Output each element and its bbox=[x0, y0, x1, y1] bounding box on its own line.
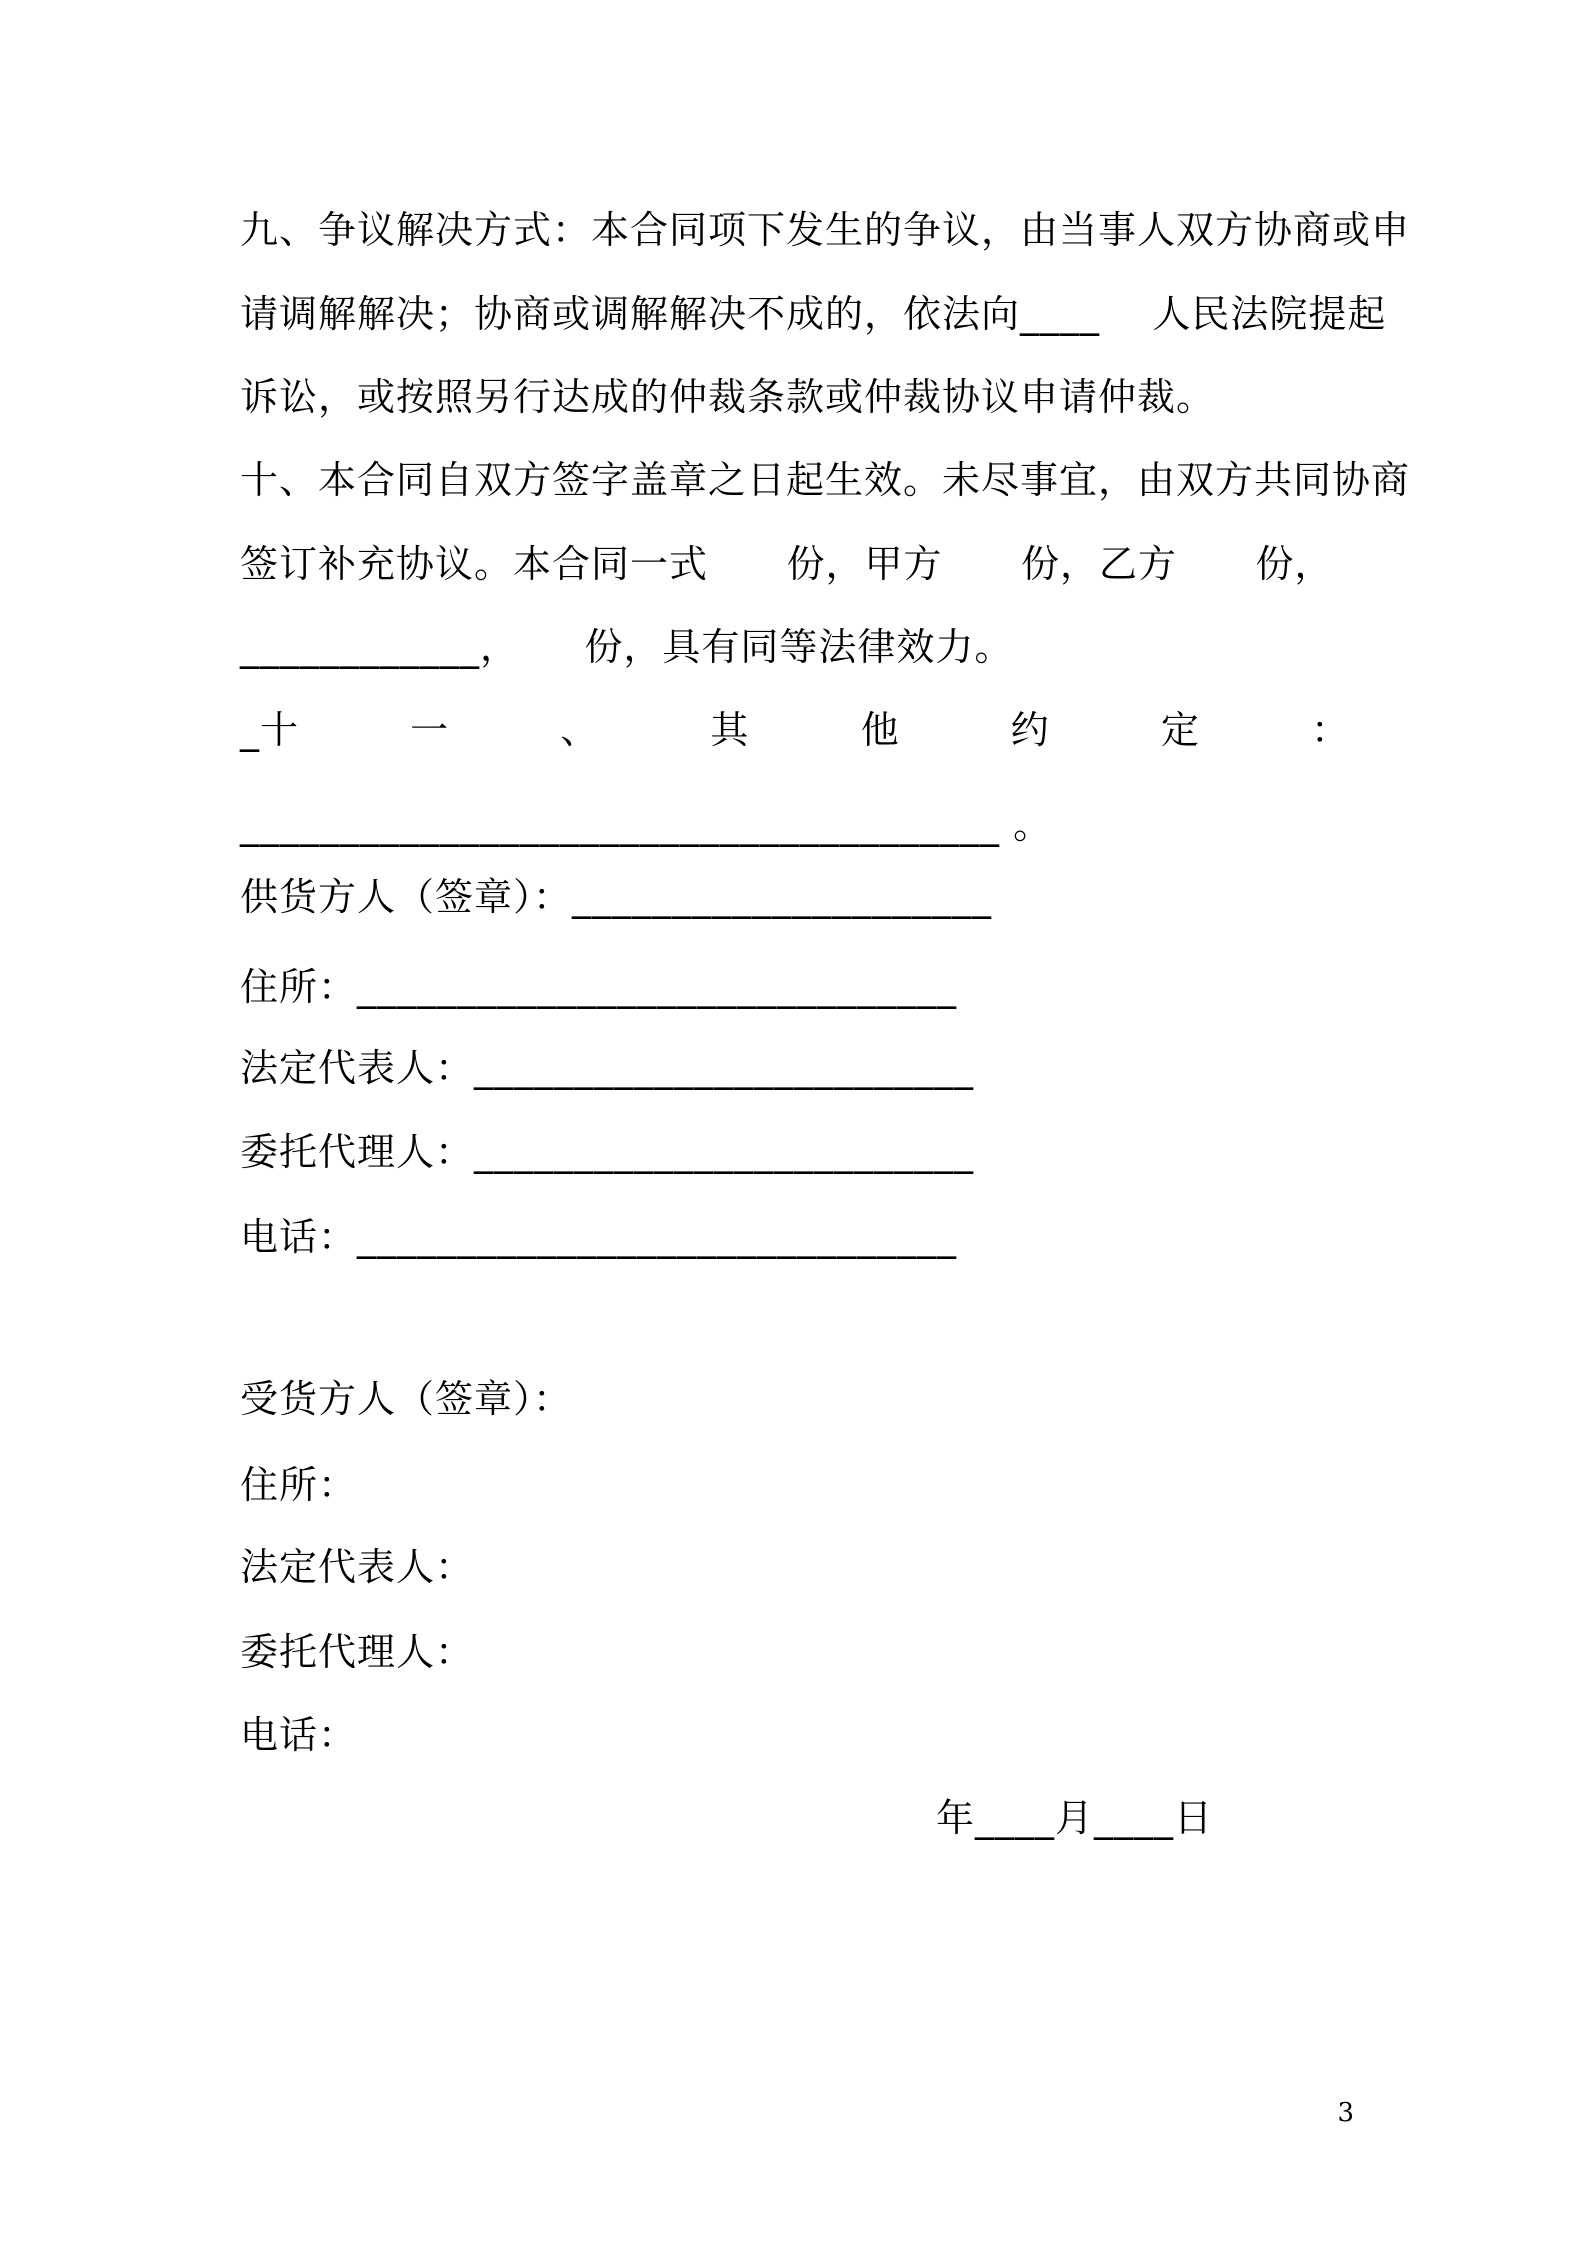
clause-11-char: 定 bbox=[1160, 708, 1200, 752]
clause-11-char: 、 bbox=[560, 708, 600, 752]
supplier-agent-field: 委托代理人：_________________________ bbox=[240, 1130, 975, 1174]
clause-11-heading bbox=[240, 705, 1350, 755]
clause-11-char: 一 bbox=[410, 708, 450, 752]
receiver-phone-field: 电话： bbox=[240, 1713, 358, 1757]
supplier-address-field: 住所：______________________________ bbox=[240, 965, 958, 1009]
clause-9-line-3: 诉讼，或按照另行达成的仲裁条款或仲裁协议申请仲裁。 bbox=[240, 375, 1216, 419]
supplier-phone-field: 电话：______________________________ bbox=[240, 1215, 958, 1259]
receiver-legal-rep-field: 法定代表人： bbox=[240, 1545, 475, 1589]
receiver-agent-field: 委托代理人： bbox=[240, 1630, 475, 1674]
supplier-legal-rep-field: 法定代表人：_________________________ bbox=[240, 1046, 975, 1090]
clause-10-line-3: ____________， 份，具有同等法律效力。 bbox=[240, 625, 1014, 669]
clause-10-line-2: 签订补充协议。本合同一式 份，甲方 份，乙方 份， bbox=[240, 542, 1334, 586]
clause-9-line-2: 请调解解决；协商或调解解决不成的，依法向____ 人民法院提起 bbox=[240, 292, 1387, 336]
clause-11-char: 他 bbox=[860, 708, 900, 752]
page-number: 3 bbox=[1337, 2098, 1354, 2128]
supplier-sign-field: 供货方人（签章）：_____________________ bbox=[240, 875, 993, 919]
clause-11-char: 约 bbox=[1010, 708, 1050, 752]
clause-9-line-1: 九、争议解决方式：本合同项下发生的争议，由当事人双方协商或申 bbox=[240, 208, 1411, 252]
clause-11-char: ： bbox=[1310, 708, 1350, 752]
clause-11-blank: ______________________________________ 。 bbox=[240, 803, 1053, 847]
clause-11-char: _十 bbox=[240, 708, 300, 752]
clause-10-line-1: 十、本合同自双方签字盖章之日起生效。未尽事宜，由双方共同协商 bbox=[240, 458, 1411, 502]
clause-11-char: 其 bbox=[710, 708, 750, 752]
signing-date: 年____月____日 bbox=[936, 1796, 1214, 1840]
receiver-address-field: 住所： bbox=[240, 1463, 358, 1507]
receiver-sign-field: 受货方人（签章）： bbox=[240, 1377, 573, 1421]
